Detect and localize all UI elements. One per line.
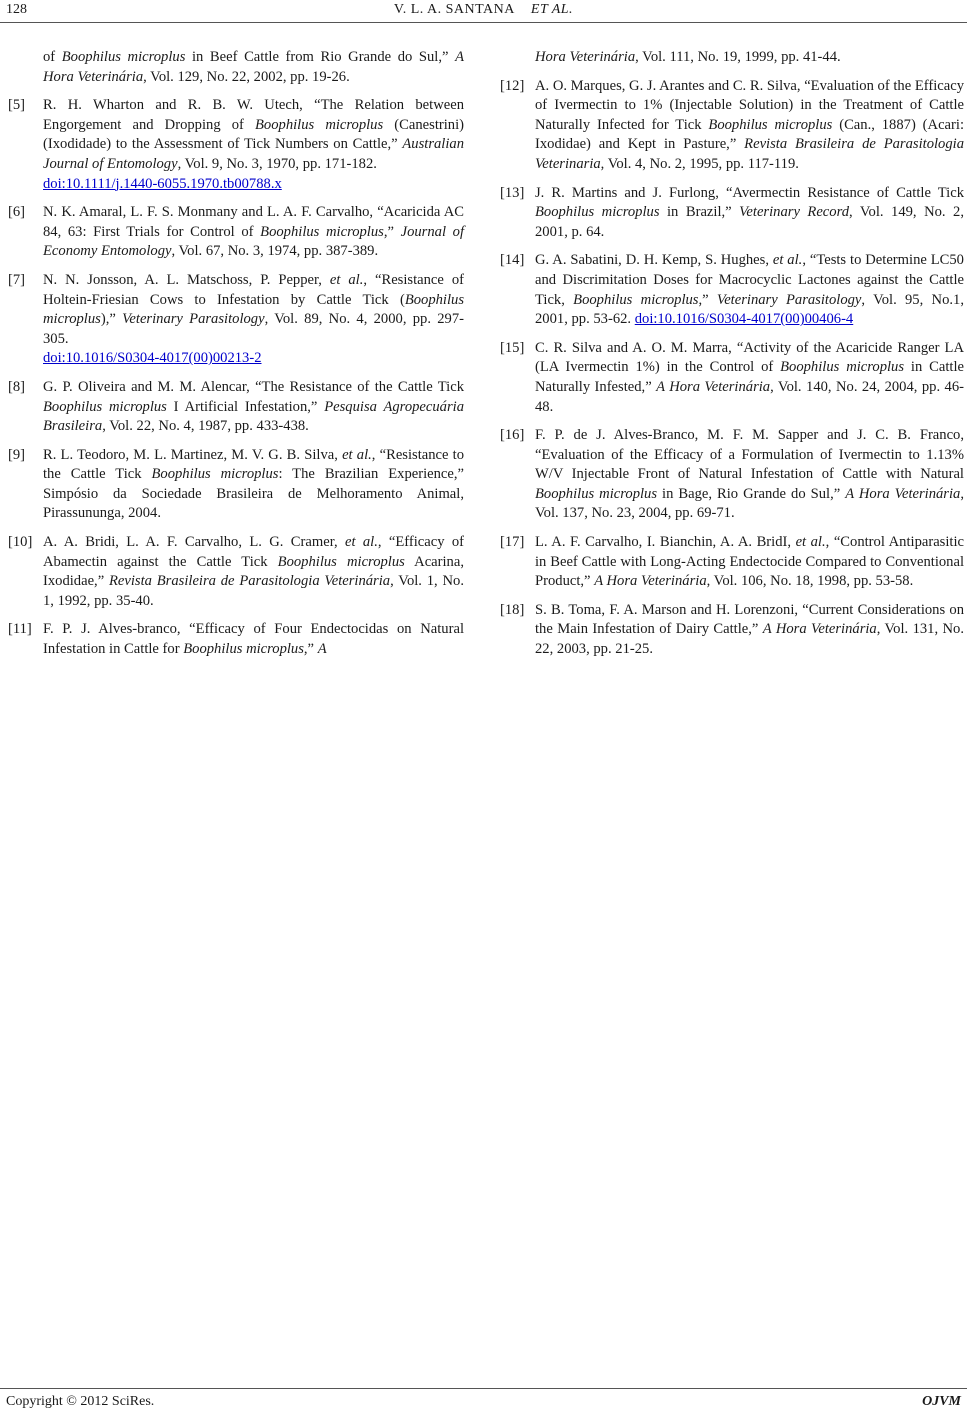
ref-text: ,” [383,223,401,240]
ref-number: [13] [500,184,525,201]
ref-italic: Boophilus microplus [61,49,186,65]
reference-16 [500,426,964,524]
reference-18 [500,601,964,660]
ref-number: [18] [500,601,525,618]
ref-italic: Boophilus microplus [708,116,833,133]
running-head-authors: V. L. A. SANTANA [393,2,515,17]
ref-text: , Vol. 89, No. 4, 2000, pp. 297-305. [43,311,464,347]
ref-italic: Boophilus microplus [151,466,279,483]
ref-number: [8] [8,378,26,395]
ref-italic: Boophilus microplus [183,641,304,658]
ref-italic: Boophilus microplus [43,291,464,328]
ref-journal: Journal of Economy Entomology [43,223,464,260]
ref-text: G. P. Oliveira and M. M. Alencar, “The Resistance of the Cattle Tick [43,378,464,395]
ref-text: , Vol. 1, No. 1, 1992, pp. 35-40. [43,573,464,609]
ref-text: N. N. Jonsson, A. L. Matschoss, P. Pepper, [43,271,330,288]
ref-text: , Vol. 95, No.1, 2001, pp. 53-62. [535,291,964,328]
ref-number: [14] [500,252,525,269]
footer-rule [0,1388,967,1389]
ref-text: Acarina, Ixodidae,” [43,553,464,590]
ref-journal: A Hora Veterinária [845,485,961,502]
reference-12 [500,77,964,175]
ref-text: , “Tests to Determine LC50 and Discrimitation Doses for Macrocyclic Lactones against the Cattle Tick, [535,252,964,308]
reference-17 [500,533,964,592]
ref-text: ),” [100,311,123,328]
ref-journal: Veterinary Parasitology [122,311,265,328]
ref-journal: A Hora Veterinária [656,378,771,395]
ref-text: , Vol. 149, No. 2, 2001, p. 64. [535,204,964,240]
doi-link[interactable]: doi:10.1111/j.1440-6055.1970.tb00788.x [43,175,282,192]
running-head-et-al: ET AL. [530,2,574,17]
ref-number: [16] [500,427,525,444]
reference-5 [8,96,464,194]
ref-text: , Vol. 67, No. 3, 1974, pp. 387-389. [171,243,379,260]
ref-number: [12] [500,77,525,94]
reference-continuation [500,48,964,68]
ref-text: , Vol. 140, No. 24, 2004, pp. 46-48. [535,378,964,415]
ref-italic: Boophilus microplus [260,223,384,240]
ref-italic: Boophilus microplus [573,291,699,308]
references-right-column [500,48,964,669]
doi-link[interactable]: doi:10.1016/S0304-4017(00)00406-4 [634,311,854,328]
ref-number: [9] [8,446,26,463]
ref-journal: A Hora Veterinária [594,573,707,590]
ref-number: [17] [500,534,525,551]
header-rule [0,22,967,23]
reference-6 [8,203,464,262]
ref-journal: A Hora Veterinária [43,49,465,85]
ref-journal: Revista Brasileira de Parasitologia Veterinaria [535,136,964,172]
footer-journal: OJVM [922,1394,961,1409]
ref-text: in Beef Cattle from Rio Grande do Sul,” [185,49,456,65]
ref-journal: Veterinary Record [739,204,850,221]
ref-journal: Pesquisa Agropecuária Brasileira [43,398,464,435]
ref-journal: Australian Journal of Entomology [43,136,464,172]
ref-text: , Vol. 22, No. 4, 1987, pp. 433-438. [102,418,309,435]
ref-text: , Vol. 137, No. 23, 2004, pp. 69-71. [535,485,964,522]
ref-text: : The Brazilian Experience,” Simpósio da Sociedade Brasileira de Melhoramento Animal, Pirassununga, 2004. [43,466,465,522]
ref-italic: et al. [329,271,364,288]
ref-text: of [43,49,62,65]
ref-text: , “Control Antiparasitic in Beef Cattle with Long-Acting Endectocide Compared to Conventional Product,” [535,534,964,590]
ref-text: , Vol. 106, No. 18, 1998, pp. 53-58. [706,573,914,590]
running-head [0,2,967,18]
reference-13 [500,184,964,243]
ref-italic: Boophilus microplus [255,116,384,133]
ref-journal: Hora Veterinária [535,49,636,65]
ref-text: J. R. Martins and J. Furlong, “Avermectin Resistance of Cattle Tick [535,184,964,201]
ref-text: , Vol. 129, No. 22, 2002, pp. 19-26. [143,68,350,85]
ref-text: , Vol. 131, No. 22, 2003, pp. 21-25. [535,621,964,658]
ref-text: A. O. Marques, G. J. Arantes and C. R. Silva, “Evaluation of the Efficacy of Ivermectin to 1% (Injectable Solution) in the Treatment of Cattle Naturally Infected for Tick [535,77,964,133]
ref-text: , “Efficacy of Abamectin against the Cattle Tick [43,534,464,570]
ref-text: R. L. Teodoro, M. L. Martinez, M. V. G. B. Silva, [43,446,343,463]
ref-number: [6] [8,204,26,221]
ref-text: , “Resistance to the Cattle Tick [43,446,465,483]
ref-italic: Boophilus microplus [535,204,660,221]
reference-continuation [8,48,464,87]
ref-number: [7] [8,271,26,288]
footer-copyright: Copyright © 2012 SciRes. [6,1394,155,1409]
ref-journal: A [317,641,327,658]
ref-text: , “Resistance of Holtein-Friesian Cows to Infestation by Cattle Tick ( [43,271,464,308]
ref-italic: Boophilus microplus [780,359,905,376]
ref-text: ,” [698,291,717,308]
ref-journal: Veterinary Parasitology [716,291,862,308]
ref-text: A. A. Bridi, L. A. F. Carvalho, L. G. Cramer, [43,534,345,551]
reference-10 [8,533,464,611]
ref-text: L. A. F. Carvalho, I. Bianchin, A. A. BridI, [535,534,796,551]
reference-9 [8,446,464,524]
ref-text: , Vol. 4, No. 2, 1995, pp. 117-119. [600,155,799,172]
ref-italic: Boophilus microplus [43,398,167,415]
ref-number: [5] [8,97,26,114]
ref-italic: Boophilus microplus [535,485,658,502]
doi-link[interactable]: doi:10.1016/S0304-4017(00)00213-2 [43,350,262,367]
ref-italic: et al. [342,446,372,463]
ref-text: , Vol. 111, No. 19, 1999, pp. 41-44. [635,49,841,65]
ref-journal: Revista Brasileira de Parasitologia Veterinária [109,573,391,590]
ref-text: ,” [303,641,318,658]
ref-text: G. A. Sabatini, D. H. Kemp, S. Hughes, [535,252,773,269]
reference-15 [500,339,964,417]
page-number: 128 [6,2,27,17]
ref-journal: A Hora Veterinária [762,621,877,638]
ref-italic: Boophilus microplus [277,553,405,570]
ref-text: , Vol. 9, No. 3, 1970, pp. 171-182. [177,155,377,172]
ref-text: (Can., 1887) (Acari: Ixodidae) and Kept in Pasture,” [535,116,964,153]
ref-text: F. P. J. Alves-branco, “Efficacy of Four Endectocidas on Natural Infestation in Cattle for [43,621,464,658]
reference-8 [8,378,464,437]
ref-text: in Brazil,” [659,204,740,221]
ref-italic: et al. [772,252,803,269]
reference-11 [8,620,464,659]
ref-italic: et al. [795,534,826,551]
reference-14 [500,251,964,329]
ref-number: [15] [500,339,525,356]
ref-number: [10] [8,534,33,551]
ref-text: (Canestrini) (Ixodidade) to the Assessment of Tick Numbers on Cattle,” [43,116,464,153]
ref-text: S. B. Toma, F. A. Marson and H. Lorenzoni, “Current Considerations on the Main Infestation of Dairy Cattle,” [535,601,964,638]
ref-text: F. P. de J. Alves-Branco, M. F. M. Sapper and J. C. B. Franco, “Evaluation of the Efficacy of a Formulation of Ivermectin to 1.13% W/V Injectable Front of Natural Infestation of Cattle with Natural [535,427,964,483]
ref-number: [11] [8,621,32,638]
ref-text: R. H. Wharton and R. B. W. Utech, “The Relation between Engorgement and Dropping of [43,97,464,133]
ref-text: in Bage, Rio Grande do Sul,” [657,485,846,502]
ref-text: in Cattle Naturally Infested,” [535,359,964,395]
ref-italic: et al. [344,534,378,551]
references-left-column [8,48,464,669]
reference-7 [8,271,464,369]
ref-text: N. K. Amaral, L. F. S. Monmany and L. A. F. Carvalho, “Acaricida AC 84, 63: First Trials for Control of [43,204,464,240]
ref-text: I Artificial Infestation,” [166,398,325,415]
ref-text: C. R. Silva and A. O. M. Marra, “Activity of the Acaricide Ranger LA (LA Ivermectin 1%) in the Control of [535,339,964,376]
